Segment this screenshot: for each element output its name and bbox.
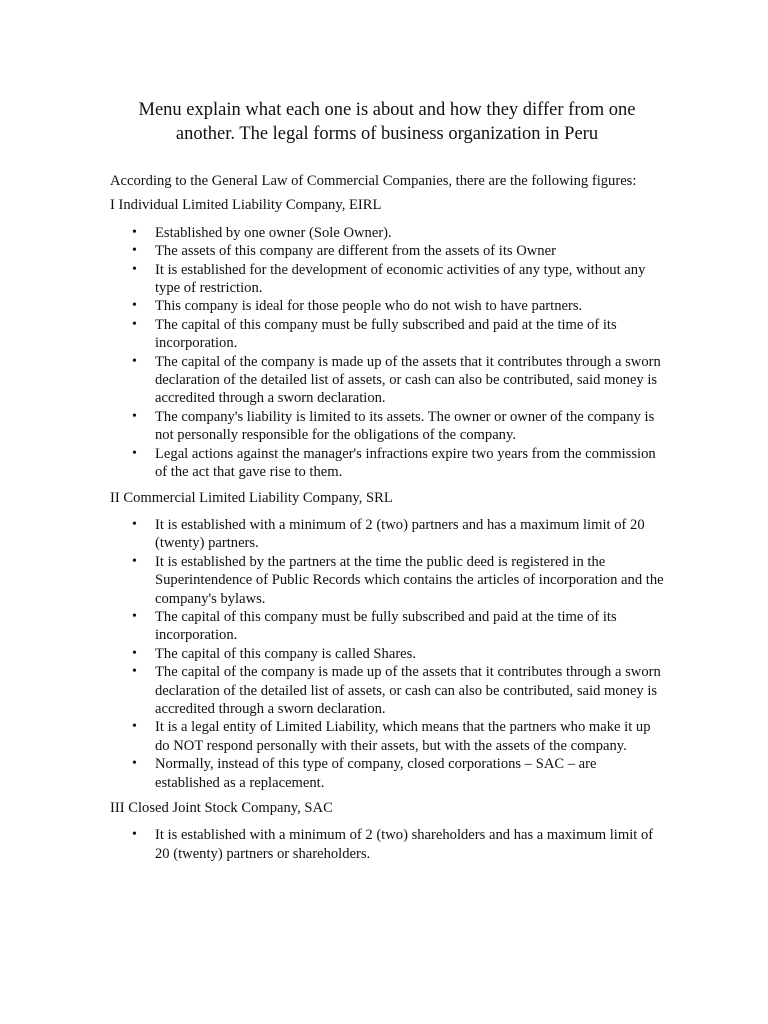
section-heading: I Individual Limited Liability Company, EIRL (110, 197, 382, 214)
bullet-icon: • (132, 353, 137, 369)
list-item-text: Normally, instead of this type of company, closed corporations – SAC – are established as a replacement. (155, 756, 597, 791)
list-item-text: It is established with a minimum of 2 (two) partners and has a maximum limit of 20 (twenty) partners. (155, 516, 645, 552)
bullet-icon: • (132, 827, 137, 843)
section-srl (110, 489, 664, 793)
bullet-icon: • (132, 664, 137, 680)
list-item (110, 297, 664, 315)
list-item (110, 553, 664, 608)
list-item-text: It is established by the partners at the time the public deed is registered in the Superintendence of Public Records which contains the articles of incorporation and the company's bylaws. (155, 553, 664, 607)
intro-paragraph: According to the General Law of Commercial Companies, there are the following figures: (110, 173, 637, 189)
bullet-icon: • (132, 445, 137, 461)
list-item (110, 445, 664, 482)
list-item (110, 353, 664, 408)
list-item-text: The capital of this company must be fully subscribed and paid at the time of its incorporation. (155, 316, 617, 352)
list-item-text: The company's liability is limited to its assets. The owner or owner of the company is not personally responsible for the obligations of the company. (155, 408, 655, 444)
list-item (110, 826, 664, 863)
bullet-icon: • (132, 261, 137, 277)
bullet-icon: • (132, 224, 137, 240)
list-item-text: This company is ideal for those people who do not wish to have partners. (155, 298, 583, 315)
list-item-text: Legal actions against the manager's infractions expire two years from the commission of the act that gave rise to them. (155, 445, 656, 481)
bullet-list (110, 516, 664, 792)
list-item-text: The capital of this company must be fully subscribed and paid at the time of its incorporation. (155, 608, 617, 644)
list-item (110, 663, 664, 718)
list-item-text: It is established with a minimum of 2 (two) shareholders and has a maximum limit of 20 (twenty) partners or shareholders. (155, 827, 654, 862)
bullet-icon: • (132, 645, 137, 661)
list-item (110, 242, 664, 260)
bullet-icon: • (132, 316, 137, 332)
list-item-text: It is established for the development of economic activities of any type, without any type of restriction. (155, 261, 646, 297)
list-item-text: The capital of this company is called Shares. (155, 645, 416, 662)
document-title: Menu explain what each one is about and how they differ from one another. The legal forms of business organization in Peru (138, 100, 636, 144)
list-item-text: The assets of this company are different from the assets of its Owner (155, 243, 556, 260)
list-item-text: Established by one owner (Sole Owner). (155, 224, 392, 241)
list-item (110, 408, 664, 445)
list-item (110, 718, 664, 755)
list-item (110, 608, 664, 645)
list-item (110, 516, 664, 553)
bullet-list (110, 826, 664, 863)
bullet-icon: • (132, 408, 137, 424)
bullet-icon: • (132, 608, 137, 624)
bullet-icon: • (132, 719, 137, 735)
list-item-text: It is a legal entity of Limited Liability, which means that the partners who make it up do NOT respond personally with their assets, but with the assets of the company. (155, 719, 651, 754)
list-item-text: The capital of the company is made up of the assets that it contributes through a sworn declaration of the detailed list of assets, or cash can also be contributed, said money is accredited through a sworn declaration. (155, 353, 661, 407)
bullet-icon: • (132, 553, 137, 569)
section-sac (110, 799, 664, 863)
list-item-text: The capital of the company is made up of the assets that it contributes through a sworn declaration of the detailed list of assets, or cash can also be contributed, said money is accredited through a sworn declaration. (155, 664, 661, 717)
list-item (110, 316, 664, 353)
list-item (110, 645, 664, 663)
bullet-list (110, 224, 664, 482)
bullet-icon: • (132, 243, 137, 259)
bullet-icon: • (132, 516, 137, 532)
bullet-icon: • (132, 298, 137, 314)
section-heading: III Closed Joint Stock Company, SAC (110, 800, 333, 816)
section-heading: II Commercial Limited Liability Company, SRL (110, 489, 393, 506)
bullet-icon: • (132, 756, 137, 772)
list-item (110, 261, 664, 298)
list-item (110, 224, 664, 242)
list-item (110, 755, 664, 792)
section-eirl (110, 196, 664, 481)
